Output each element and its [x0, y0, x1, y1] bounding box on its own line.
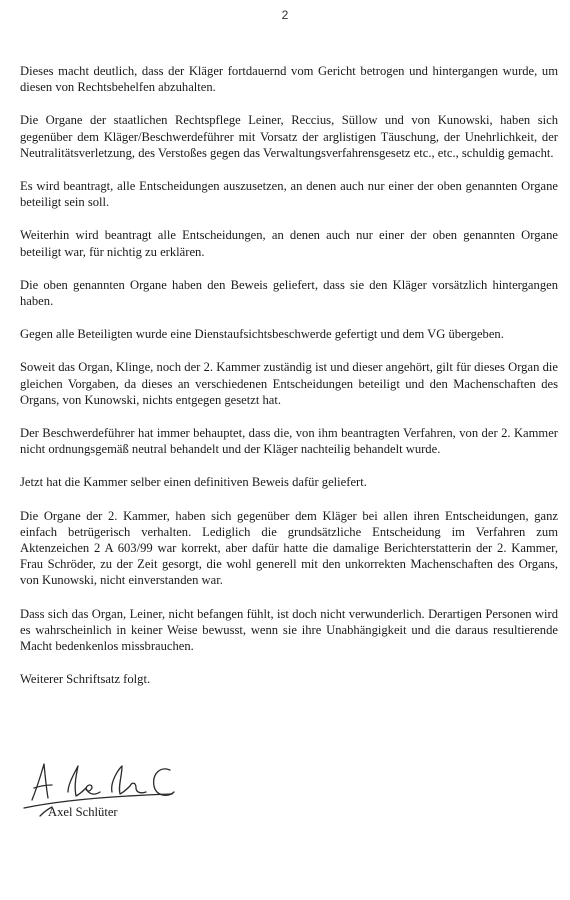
paragraph: Dieses macht deutlich, dass der Kläger fortdauernd vom Gericht betrogen und hintergangen wurde, um diesen von Rechtsbehelfen abzuhalten. — [20, 64, 558, 95]
paragraph: Dass sich das Organ, Leiner, nicht befangen fühlt, ist doch nicht verwunderlich. Derartigen Personen wird es wahrscheinlich in keiner Weise bewusst, wenn sie ihre Unabhängigkeit und die daraus resultierende Macht bedenkenlos missbrauchen. — [20, 606, 558, 654]
closing-line: Weiterer Schriftsatz folgt. — [20, 672, 151, 687]
paragraph: Jetzt hat die Kammer selber einen definitiven Beweis dafür geliefert. — [20, 475, 367, 490]
paragraph: Der Beschwerdeführer hat immer behauptet, dass die, von ihm beantragten Verfahren, von der 2. Kammer nicht ordnungsgemäß neutral behandelt und der Kläger nachteilig behandelt wurde. — [20, 426, 558, 457]
letter-body — [20, 63, 558, 687]
paragraph: Soweit das Organ, Klinge, noch der 2. Kammer zuständig ist und dieser angehört, gilt für dieses Organ die gleichen Vorgaben, da dieses an verschiedenen Entscheidungen beteiligt und den Machenschaften des Organs, von Kunowski, nichts entgegen gesetzt hat. — [20, 360, 558, 407]
paragraph: Gegen alle Beteiligten wurde eine Dienstaufsichtsbeschwerde gefertigt und dem VG übergeben. — [20, 327, 504, 342]
paragraph: Es wird beantragt, alle Entscheidungen auszusetzen, an denen auch nur einer der oben genannten Organe beteiligt sein soll. — [20, 179, 558, 210]
page-number: 2 — [281, 8, 289, 22]
paragraph: Die Organe der staatlichen Rechtspflege Leiner, Reccius, Süllow und von Kunowski, haben sich gegenüber dem Kläger/Beschwerdeführer mit Vorsatz der arglistigen Täuschung, der Unehrlichkeit, der Neutralitätsverletzung, des Verstoßes gegen das Verwaltungsverfahrensgesetz etc., etc., schuldig gemacht. — [20, 113, 558, 160]
paragraph: Die oben genannten Organe haben den Beweis geliefert, dass sie den Kläger vorsätzlich hintergangen haben. — [20, 277, 558, 309]
paragraph: Weiterhin wird beantragt alle Entscheidungen, an denen auch nur einer der oben genannten Organe beteiligt war, für nichtig zu erklären. — [20, 228, 558, 259]
signer-name: Axel Schlüter — [48, 805, 118, 819]
paragraph: Die Organe der 2. Kammer, haben sich gegenüber dem Kläger bei allen ihren Entscheidungen, ganz einfach betrügerisch verhalten. Lediglich die grundsätzliche Entscheidung im Verfahren zum Aktenzeichen 2 A 603/99 war korrekt, aber dafür hatte die damalige Berichterstatterin der 2. Kammer, Frau Schröder, zu der Zeit gesorgt, die wohl generell mit den unkorrekten Machenschaften des Organs, von Kunowski, nicht einverstanden war. — [20, 508, 558, 588]
